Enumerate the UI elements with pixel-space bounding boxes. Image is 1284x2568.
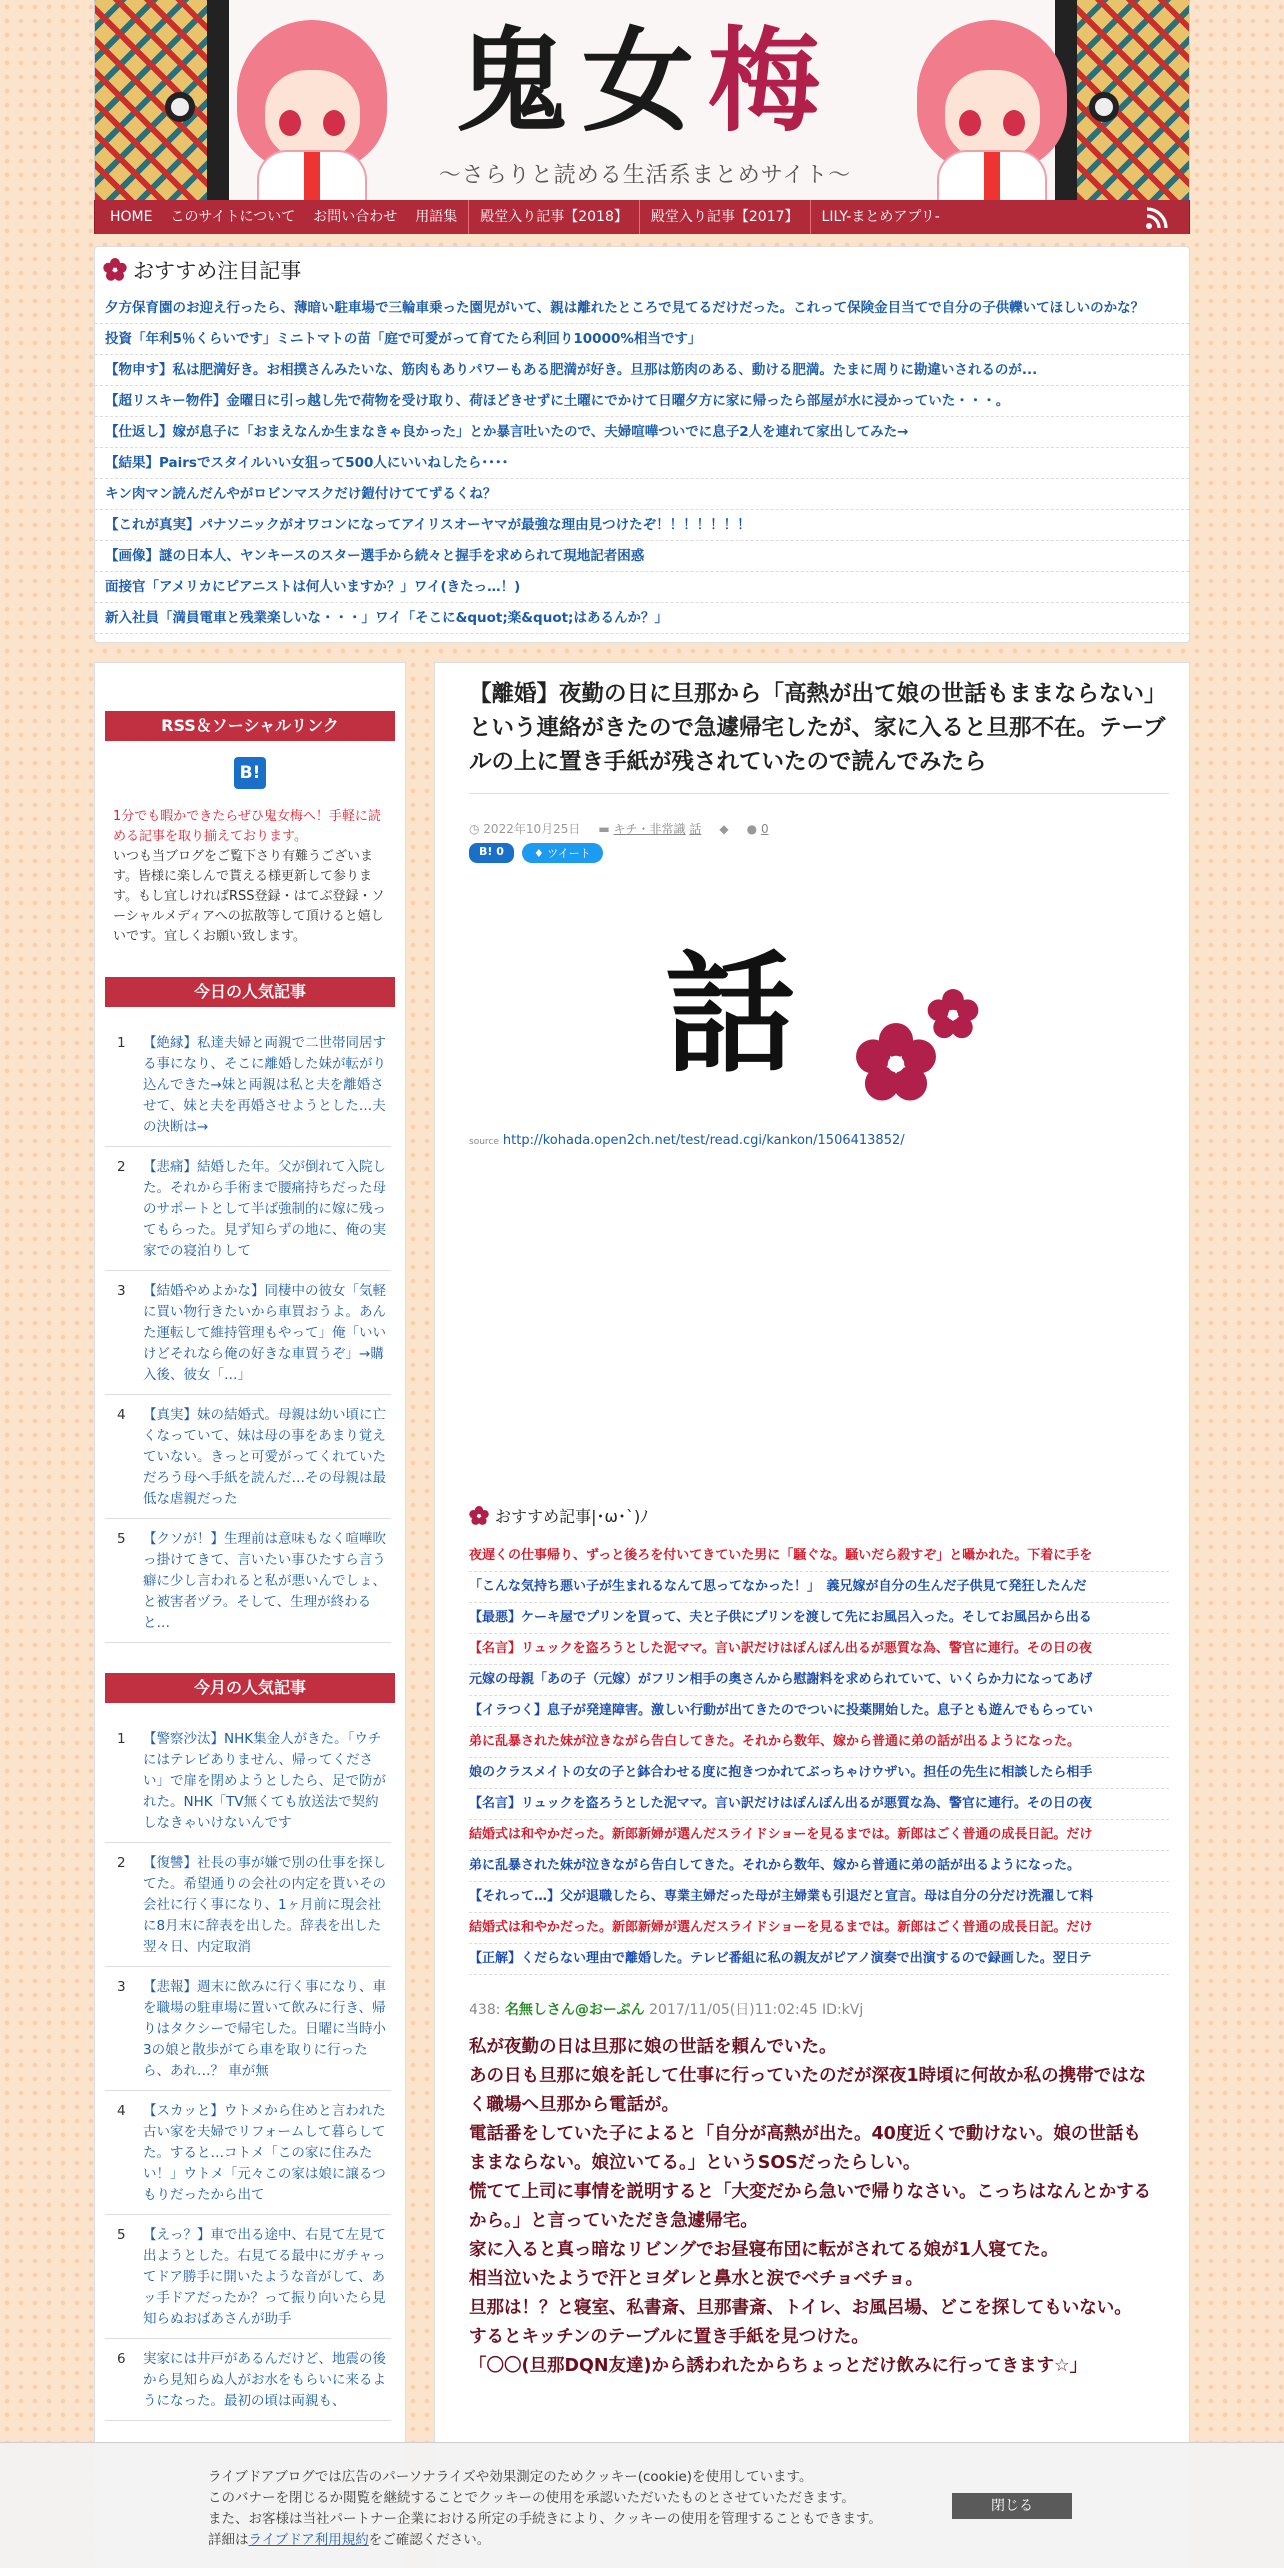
rank-number: 4 — [117, 2103, 126, 2119]
rank-number: 6 — [117, 2351, 126, 2367]
cookie-line: また、お客様は当社パートナー企業における所定の手続きにより、クッキーの使用を管理することもできます。 — [208, 2511, 882, 2527]
sidebar — [94, 662, 406, 2568]
list-item[interactable]: 【名言】リュックを盗ろうとした泥ママ。言い訳だけはぽんぽん出るが悪質な為、警官に連行。その日の夜 — [469, 1789, 1169, 1820]
article-title: 【離婚】夜勤の日に旦那から「高熱が出て娘の世話もままならない」という連絡がきたので急遽帰宅したが、家に入ると旦那不在。テーブルの上に置き手紙が残されていたので読んでみたら — [469, 677, 1169, 794]
rss-widget-title: RSS＆ソーシャルリンク — [105, 711, 395, 741]
cookie-line: ライブドアブログでは広告のパーソナライズや効果測定のためクッキー(cookie)を使用しています。 — [208, 2469, 813, 2485]
rank-number: 1 — [117, 1035, 126, 1051]
cookie-line: このバナーを閉じるか閲覧を継続することでクッキーの使用を承認いただいたものとさせていただきます。 — [208, 2490, 855, 2506]
list-item[interactable] — [105, 1519, 391, 1643]
rank-link[interactable]: 実家には井戸があるんだけど、地震の後から見知らぬ人がお水をもらいに来るようになった。最初の頃は両親も、 — [143, 2351, 386, 2409]
logo-main: 鬼女 — [456, 16, 708, 147]
featured-heading — [95, 251, 1189, 293]
list-item[interactable] — [105, 1147, 391, 1271]
bird-icon: ♦ — [533, 847, 548, 860]
list-item[interactable]: 結婚式は和やかだった。新郎新婦が選んだスライドショーを見るまでは。新郎はごく普通の成長日記。だけ — [469, 1820, 1169, 1851]
featured-link[interactable]: 【物申す】私は肥満好き。お相撲さんみたいな、筋肉もありパワーもある肥満が好き。旦那は筋肉のある、動ける肥満。たまに周りに勘違いされるのが... — [105, 362, 1038, 378]
featured-link[interactable]: 投資「年利5％くらいです」ミニトマトの苗「庭で可愛がって育てたら利回り10000%相当です」 — [105, 331, 702, 347]
ring-decoration — [1089, 92, 1119, 122]
article-meta — [469, 820, 1189, 837]
rank-link[interactable]: 【悲報】週末に飲みに行く事になり、車を職場の駐車場に置いて飲みに行き、帰りはタクシーで帰宅した。日曜に当時小3の娘と散歩がてら車を取りに行ったら、あれ…？ 車が無 — [143, 1979, 386, 2079]
featured-item[interactable] — [95, 355, 1189, 386]
list-item[interactable]: 弟に乱暴された妹が泣きながら告白してきた。それから数年、嫁から普通に弟の話が出るようになった。 — [469, 1851, 1169, 1882]
list-item[interactable] — [105, 1395, 391, 1519]
comment-icon: ● — [746, 821, 761, 836]
nav-divider — [468, 200, 469, 234]
today-popular-title: 今日の人気記事 — [105, 977, 395, 1007]
site-tagline: 〜さらりと読める生活系まとめサイト〜 — [438, 163, 852, 188]
mascot-right — [887, 0, 1077, 200]
category-link[interactable]: キチ・非常識 — [613, 822, 686, 836]
nav-about[interactable]: このサイトについて — [170, 209, 296, 225]
main-article — [434, 662, 1190, 2568]
featured-item[interactable] — [95, 572, 1189, 603]
featured-item[interactable] — [95, 324, 1189, 355]
response-header — [469, 1999, 1189, 2019]
month-popular-title: 今月の人気記事 — [105, 1673, 395, 1703]
featured-list — [95, 293, 1189, 634]
site-header — [94, 0, 1190, 200]
tag-icon: ◆ — [719, 821, 729, 836]
body-line: 家に入ると真っ暗なリビングでお昼寝布団に転がされてる娘が1人寝てた。 — [469, 2240, 1059, 2260]
featured-item[interactable] — [95, 417, 1189, 448]
nav-divider — [810, 200, 811, 234]
rank-link[interactable]: 【えっ？】車で出る途中、右見て左見て出ようとした。右見てる最中にガチャってドア勝手に開いたような音がして、あッ手ドアだったか？って振り向いたら見知らぬおばあさんが助手 — [143, 2227, 386, 2327]
list-item[interactable] — [105, 1843, 391, 1967]
response-number: 438: — [469, 2002, 501, 2018]
featured-item[interactable] — [95, 386, 1189, 417]
share-buttons — [469, 843, 1189, 863]
rank-number: 2 — [117, 1159, 126, 1175]
article-body — [469, 2033, 1155, 2381]
page-wrapper — [94, 0, 1190, 2409]
list-item[interactable]: 【それって…】父が退職したら、専業主婦だった母が主婦業も引退だと宣言。母は自分の分だけ洗濯して料 — [469, 1882, 1169, 1913]
response-name: 名無しさん@おーぷん — [504, 2002, 645, 2018]
ring-decoration — [165, 92, 195, 122]
body-line: 相当泣いたようで汗とヨダレと鼻水と涙でベチョベチョ。 — [469, 2269, 923, 2289]
list-item[interactable]: 【イラつく】息子が発達障害。激しい行動が出てきたのでついに投薬開始した。息子とも遊んでもらってい — [469, 1696, 1169, 1727]
clock-icon: ◷ — [469, 822, 484, 836]
featured-item[interactable] — [95, 293, 1189, 324]
detail-suffix: をご確認ください。 — [368, 2532, 491, 2548]
comment-count[interactable]: 0 — [760, 821, 769, 836]
rank-number: 3 — [117, 1979, 126, 1995]
tweet-label: ツイート — [547, 847, 591, 860]
list-item[interactable] — [105, 1271, 391, 1395]
rank-number: 4 — [117, 1407, 126, 1423]
featured-link[interactable]: 新入社員「満員電車と残業楽しいな・・・」ワイ「そこに&quot;楽&quot;はあるんか？」 — [105, 610, 668, 626]
recommended-title: おすすめ記事|･ω･`)ﾉ — [495, 1507, 649, 1526]
hatena-share-button[interactable]: B! 0 — [469, 843, 514, 863]
cookie-text — [208, 2467, 882, 2551]
month-popular-list — [95, 1719, 405, 2421]
nav-contact[interactable]: お問い合わせ — [313, 209, 398, 225]
rss-icon[interactable] — [1145, 206, 1169, 230]
body-line: 私が夜勤の日は旦那に娘の世話を頼んでいた。 — [469, 2037, 837, 2057]
eyecatch-kanji: 話 — [665, 937, 796, 1090]
body-line: するとキッチンのテーブルに置き手紙を見つけた。 — [469, 2327, 869, 2347]
body-line: 「〇〇(旦那DQN友達)から誘われたからちょっとだけ飲みに行ってきます☆」 — [469, 2356, 1088, 2376]
list-item[interactable]: 結婚式は和やかだった。新郎新婦が選んだスライドショーを見るまでは。新郎はごく普通の成長日記。だけ — [469, 1913, 1169, 1944]
featured-link[interactable]: 【画像】謎の日本人、ヤンキースのスター選手から続々と握手を求められて現地記者困惑 — [105, 548, 645, 564]
rank-link[interactable]: 【復讐】社長の事が嫌で別の仕事を探してた。希望通りの会社の内定を貰いその会社に行く事になり、1ヶ月前に現会社に8月末に辞表を出した。辞表を出した翌々日、内定取消 — [143, 1855, 386, 1955]
plum-flower-icon — [103, 258, 127, 282]
rank-link[interactable]: 【警察沙汰】NHK集金人がきた。「ウチにはテレビありません、帰ってください」で扉を閉めようとしたら、足で防がれた。NHK「TV無くても放送法で契約しなきゃいけないんです — [143, 1731, 386, 1831]
body-line: 旦那は！？と寝室、私書斎、旦那書斎、トイレ、お風呂場、どこを探してもいない。 — [469, 2298, 1132, 2318]
list-item[interactable] — [105, 2215, 391, 2339]
nav-glossary[interactable]: 用語集 — [415, 209, 458, 225]
rank-link[interactable]: 【悲痛】結婚した年。父が倒れて入院した。それから手術まで腰痛持ちだった母のサポートとして半ば強制的に嫁に残ってもらった。見ず知らずの地に、俺の実家での寝泊りして — [143, 1159, 386, 1259]
featured-item[interactable] — [95, 603, 1189, 634]
date-meta — [469, 820, 580, 837]
body-line: あの日も旦那に娘を託して仕事に行っていたのだが深夜1時頃に何故か私の携帯ではなく職場へ旦那から電話が。 — [469, 2066, 1147, 2115]
category-link[interactable]: 話 — [689, 822, 702, 836]
featured-link[interactable]: 夕方保育園のお迎え行ったら、薄暗い駐車場で三輪車乗った園児がいて、親は離れたところで見てるだけだった。これって保険金目当てで自分の子供轢いてほしいのかな？ — [105, 300, 1145, 316]
list-item[interactable] — [105, 2091, 391, 2215]
nav-divider — [639, 200, 640, 234]
source-label: source — [469, 1137, 499, 1147]
source-link[interactable]: http://kohada.open2ch.net/test/read.cgi/kankon/1506413852/ — [502, 1133, 905, 1148]
response-date: 2017/11/05(日)11:02:45 ID:kVj — [649, 2002, 864, 2018]
intro-body: いつも当ブログをご覧下さり有難うございます。皆様に楽しんで貰える様更新して参ります。もし宜しければRSS登録・はてぶ登録・ソーシャルメディアへの拡散等して頂けると嬉しいです。宜しくお願い致します。 — [113, 849, 385, 944]
featured-title: おすすめ注目記事 — [133, 259, 302, 283]
plum-flower-icon — [927, 989, 979, 1041]
list-item[interactable]: 【正解】くだらない理由で離婚した。テレビ番組に私の親友がピアノ演奏で出演するので録画した。翌日テ — [469, 1944, 1169, 1975]
featured-link[interactable]: 【仕返し】嫁が息子に「おまえなんか生まなきゃ良かった」とか暴言吐いたので、夫婦喧嘩ついでに息子2人を連れて家出してみた→ — [105, 424, 909, 440]
list-item[interactable] — [105, 1023, 391, 1147]
nav-home[interactable]: HOME — [110, 209, 153, 225]
body-line: 慌てて上司に事情を説明すると「大変だから急いで帰りなさい。こっちはなんとかするから。」と言っていただき急遽帰宅。 — [469, 2182, 1152, 2231]
post-date: 2022年10月25日 — [483, 822, 581, 836]
cookie-banner — [0, 2442, 1284, 2568]
terms-link[interactable]: ライブドア利用規約 — [248, 2532, 369, 2548]
rank-number: 3 — [117, 1283, 126, 1299]
detail-prefix: 詳細は — [208, 2532, 249, 2548]
tweet-button[interactable] — [522, 843, 603, 863]
rank-number: 2 — [117, 1855, 126, 1871]
recommended-list — [469, 1541, 1169, 1975]
list-item[interactable]: 娘のクラスメイトの女の子と鉢合わせる度に抱きつかれてぶっちゃけウザい。担任の先生に相談したら相手 — [469, 1758, 1169, 1789]
list-item[interactable]: 「こんな気持ち悪い子が生まれるなんて思ってなかった！」 義兄嫁が自分の生んだ子供見て発狂したんだ — [469, 1572, 1169, 1603]
list-item[interactable]: 弟に乱暴された妹が泣きながら告白してきた。それから数年、嫁から普通に弟の話が出るようになった。 — [469, 1727, 1169, 1758]
comment-meta — [747, 822, 769, 836]
rank-link[interactable]: 【スカッと】ウトメから住めと言われた古い家を夫婦でリフォームして暮らしてた。すると…コトメ「この家に住みたい！」ウトメ「元々この家は娘に譲るつもりだったから出て — [143, 2103, 386, 2203]
source-line — [469, 1133, 1189, 1148]
sidebar-intro — [95, 789, 405, 947]
list-item[interactable] — [105, 1719, 391, 1843]
category-meta — [598, 820, 701, 837]
nav-hall-2018[interactable]: 殿堂入り記事【2018】 — [480, 209, 628, 225]
cookie-detail — [208, 2530, 882, 2551]
rank-number: 5 — [117, 1531, 126, 1547]
plum-flower-icon — [469, 1506, 489, 1526]
folder-icon: ▬ — [598, 822, 614, 836]
featured-link[interactable]: 面接官「アメリカにピアニストは何人いますか？」ワイ(きたっ…！) — [105, 579, 521, 595]
plum-flower-icon — [855, 1023, 937, 1105]
rank-link[interactable]: 【結婚やめよかな】同棲中の彼女「気軽に買い物行きたいから車買おうよ。あんた運転して維持管理もやって」俺「いいけどそれなら俺の好きな車買うぞ」→購入後、彼女「…」 — [143, 1283, 386, 1383]
featured-articles — [94, 246, 1190, 643]
list-item[interactable]: 夜遅くの仕事帰り、ずっと後ろを付いてきていた男に「騒ぐな。騒いだら殺すぞ」と囁かれた。下着に手を — [469, 1541, 1169, 1572]
cookie-close-button[interactable]: 閉じる — [952, 2493, 1072, 2519]
featured-link[interactable]: 【結果】Pairsでスタイルいい女狙って500人にいいねしたら････ — [105, 455, 509, 471]
list-item[interactable]: 元嫁の母親「あの子（元嫁）がフリン相手の奥さんから慰謝料を求められていて、いくらか力になってあげ — [469, 1665, 1169, 1696]
nav-hall-2017[interactable]: 殿堂入り記事【2017】 — [650, 209, 799, 225]
featured-item[interactable] — [95, 448, 1189, 479]
list-item[interactable] — [105, 2339, 391, 2421]
list-item[interactable] — [105, 1967, 391, 2091]
rank-number: 1 — [117, 1731, 126, 1747]
list-item[interactable]: 【最悪】ケーキ屋でプリンを買って、夫と子供にプリンを渡して先にお風呂入った。そしてお風呂から出る — [469, 1603, 1169, 1634]
body-line: 電話番をしていた子によると「自分が高熱が出た。40度近くで動けない。娘の世話もままならない。娘泣いてる。」というSOSだったらしい。 — [469, 2124, 1141, 2173]
today-popular-list — [95, 1023, 405, 1643]
hatena-bookmark-icon[interactable]: B! — [234, 757, 266, 789]
rank-link[interactable]: 【クソが！】生理前は意味もなく喧嘩吹っ掛けてきて、言いたい事ひたすら言う癖に少し言われると私が悪いんでしょ、と被害者ヅラ。そして、生理が終わると… — [143, 1531, 386, 1631]
featured-item[interactable] — [95, 479, 1189, 510]
featured-link[interactable]: キン肉マン読んだんやがロビンマスクだけ鎧付けててずるくね？ — [105, 486, 497, 502]
logo-ume: 梅 — [708, 16, 834, 147]
rank-link[interactable]: 【絶縁】私達夫婦と両親で二世帯同居する事になり、そこに離婚した妹が転がり込んできた→妹と両親は私と夫を離婚させて、妹と夫を再婚させようとした…夫の決断は→ — [143, 1035, 386, 1135]
article-eyecatch — [435, 863, 1189, 1133]
rank-link[interactable]: 【真実】妹の結婚式。母親は幼い頃に亡くなっていて、妹は母の事をあまり覚えていない。きっと可愛がってくれていただろう母へ手紙を読んだ…その母親は最低な虐親だった — [143, 1407, 386, 1507]
featured-item[interactable] — [95, 541, 1189, 572]
featured-link[interactable]: 【超リスキー物件】金曜日に引っ越し先で荷物を受け取り、荷ほどきせずに土曜にでかけて日曜夕方に家に帰ったら部屋が水に浸かっていた・・・。 — [105, 393, 1010, 409]
rank-number: 5 — [117, 2227, 126, 2243]
recommended-heading — [469, 1504, 1189, 1527]
nav-lily-app[interactable]: LILY-まとめアプリ- — [821, 209, 940, 225]
intro-highlight: 1分でも暇かできたらぜひ鬼女梅へ！手軽に読める記事を取り揃えております。 — [113, 809, 381, 844]
site-logo[interactable] — [410, 12, 880, 152]
featured-link[interactable]: 【これが真実】パナソニックがオワコンになってアイリスオーヤマが最強な理由見つけたぞ！！！！！！！ — [105, 517, 751, 533]
list-item[interactable]: 【名言】リュックを盗ろうとした泥ママ。言い訳だけはぽんぽん出るが悪質な為、警官に連行。その日の夜 — [469, 1634, 1169, 1665]
global-nav — [94, 200, 1190, 234]
mascot-left — [207, 0, 397, 200]
featured-item[interactable] — [95, 510, 1189, 541]
